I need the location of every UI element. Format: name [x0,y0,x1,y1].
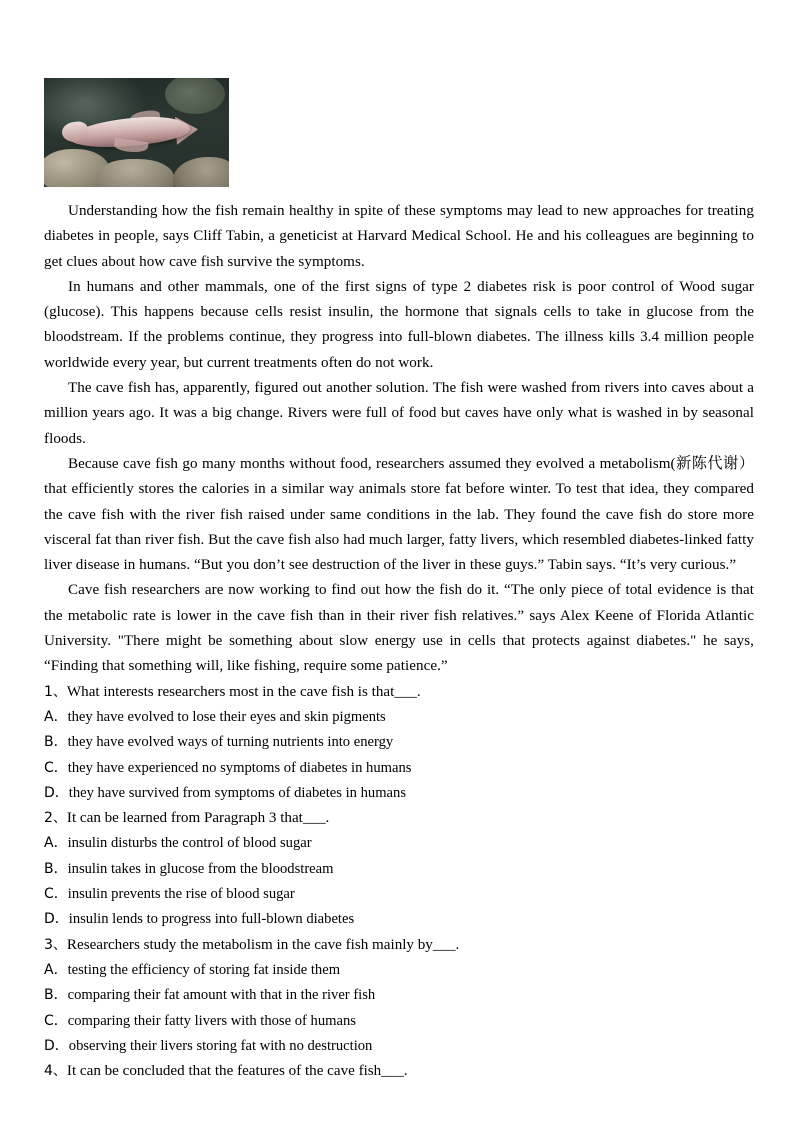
option-label: B． [44,734,68,751]
question-2 [44,806,754,831]
option-text: they have evolved to lose their eyes and skin pigments [67,708,386,725]
question-4 [44,1059,754,1084]
question-1-option-a[interactable] [44,705,754,730]
option-text: insulin prevents the rise of blood sugar [67,886,295,903]
question-3-option-c[interactable] [44,1009,754,1034]
option-text: observing their livers storing fat with no destruction [68,1037,373,1054]
question-2-option-a[interactable] [44,831,754,856]
paragraph-1: Understanding how the fish remain healthy in spite of these symptoms may lead to new approaches for treating diabetes in people, says Cliff Tabin, a geneticist at Harvard Medical School. He and his colleagues are beginning to get clues about how cave fish survive the symptoms. [44,203,754,270]
question-3 [44,933,754,958]
question-4-stem: It can be concluded that the features of the cave fish___. [66,1063,408,1080]
question-3-option-a[interactable] [44,958,754,983]
option-text: they have survived from symptoms of diabetes in humans [68,784,406,801]
question-2-option-c[interactable] [44,882,754,907]
question-4-number: 4、 [44,1063,67,1080]
cave-fish-photo [44,78,229,187]
paragraph-4: Because cave fish go many months without food, researchers assumed they evolved a metabolism(新陈代谢）that efficiently stores the calories in a similar way animals store fat before winter. To test that idea, they compared the cave fish with the river fish raised under same conditions in the lab. They found the cave fish do store more visceral fat than river fish. But the cave fish also had much larger, fatty livers, which resembled diabetes-linked fatty liver disease in humans. “But you don’t see destruction of the liver in these guys.” Tabin says. “It’s very curious.” [44,455,754,574]
question-1-option-d[interactable] [44,781,754,806]
option-label: C． [44,1012,68,1029]
document-content [44,78,754,1084]
option-text: comparing their fat amount with that in the river fish [67,987,376,1004]
cave-fish-image [44,78,229,187]
option-label: D． [44,1037,69,1054]
paragraph-3: The cave fish has, apparently, figured out another solution. The fish were washed from rivers into caves about a million years ago. It was a big change. Rivers were full of food but caves have only what is washed in by seasonal floods. [44,380,754,447]
option-text: testing the efficiency of storing fat inside them [67,961,341,978]
question-3-number: 3、 [44,936,67,953]
option-text: insulin disturbs the control of blood sugar [67,835,312,852]
question-1-number: 1、 [44,683,67,700]
option-text: insulin takes in glucose from the bloodstream [67,860,334,877]
question-2-option-b[interactable] [44,857,754,882]
option-label: A． [44,961,68,978]
paragraph-2: In humans and other mammals, one of the first signs of type 2 diabetes risk is poor control of Wood sugar (glucose). This happens because cells resist insulin, the hormone that signals cells to take in glucose from the bloodstream. If the problems continue, they progress into full-blown diabetes. The illness kills 3.4 million people worldwide every year, but current treatments often do not work. [44,278,754,371]
paragraph-5: Cave fish researchers are now working to find out how the fish do it. “The only piece of total evidence is that the metabolic rate is lower in the cave fish than in their river fish relatives.” says Alex Keene of Florida Atlantic University. "There might be something about slow energy use in cells that protects against diabetes." he says, “Finding that something will, like fishing, require some patience.” [44,582,754,675]
question-1-stem: What interests researchers most in the cave fish is that___. [66,683,421,700]
question-1-option-c[interactable] [44,756,754,781]
option-label: D． [44,784,69,801]
option-label: C． [44,886,68,903]
question-2-number: 2、 [44,810,67,827]
question-3-option-d[interactable] [44,1034,754,1059]
option-label: A． [44,708,68,725]
option-label: C． [44,759,68,776]
option-label: A． [44,835,68,852]
option-text: insulin lends to progress into full-blown diabetes [68,911,355,928]
option-text: they have evolved ways of turning nutrients into energy [67,734,394,751]
question-1 [44,680,754,705]
question-3-option-b[interactable] [44,983,754,1008]
question-1-option-b[interactable] [44,730,754,755]
question-2-option-d[interactable] [44,907,754,932]
photo-vignette [44,78,229,187]
question-3-stem: Researchers study the metabolism in the cave fish mainly by___. [66,936,460,953]
option-label: B． [44,987,68,1004]
option-text: they have experienced no symptoms of diabetes in humans [67,759,412,776]
option-label: D． [44,911,69,928]
option-text: comparing their fatty livers with those of humans [67,1012,356,1029]
option-label: B． [44,860,68,877]
question-2-stem: It can be learned from Paragraph 3 that___. [66,810,330,827]
